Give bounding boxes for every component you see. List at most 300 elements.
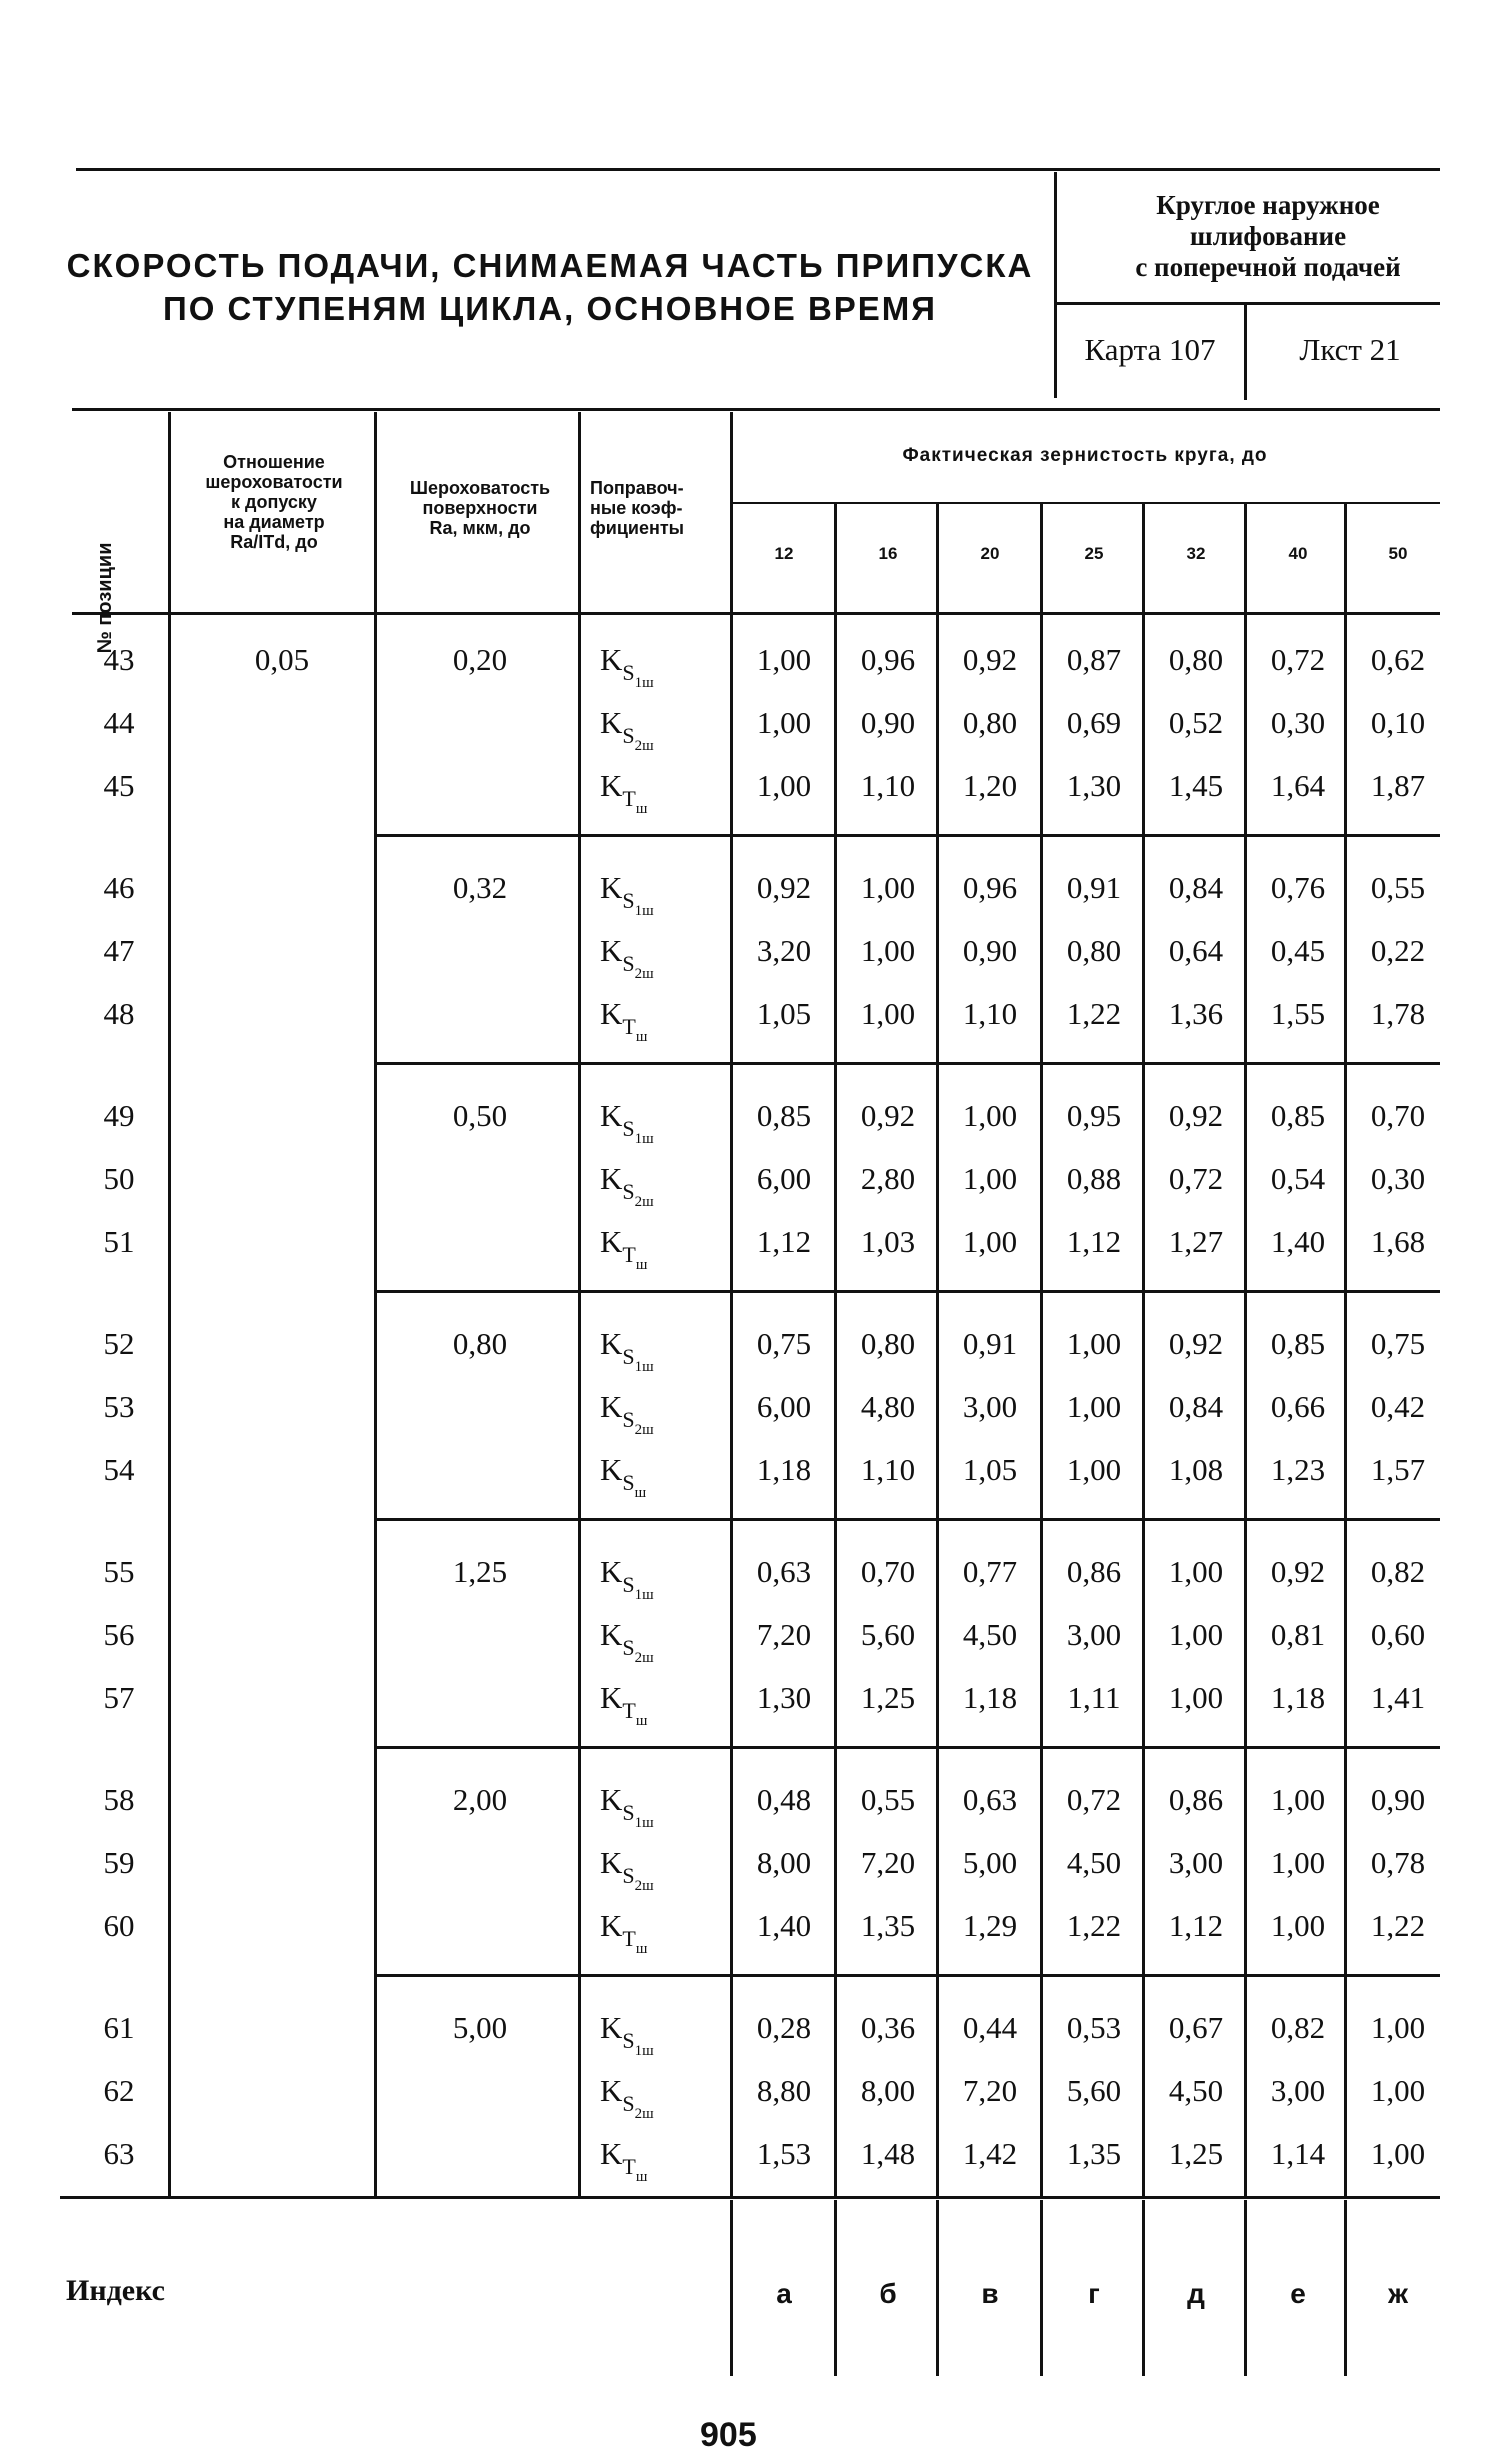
- coefficient-value: 0,67: [1168, 2010, 1224, 2045]
- coefficient-value: 4,80: [860, 1389, 916, 1424]
- coefficient-k: K: [600, 1452, 623, 1487]
- coefficient-value: 0,53: [1066, 2010, 1122, 2045]
- card-number: Карта 107: [1084, 332, 1216, 367]
- column-rule: [834, 504, 837, 2198]
- ratio-head-line: шероховатости: [205, 472, 343, 492]
- coefficient-k: K: [600, 705, 623, 740]
- coefficient-s2: 2ш: [634, 966, 654, 982]
- coefficient-value: 1,25: [1168, 2136, 1224, 2171]
- coefficient-value: 6,00: [756, 1161, 812, 1196]
- index-rule: [1040, 2200, 1043, 2376]
- column-rule: [1040, 504, 1043, 2198]
- coefficient-value: 1,00: [756, 705, 812, 740]
- coefficient-symbol: [600, 1159, 710, 1210]
- coefficient-s2: ш: [634, 1485, 647, 1501]
- group-separator: [374, 1746, 1440, 1749]
- index-letter: е: [1290, 2278, 1306, 2309]
- coefficient-k: K: [600, 1161, 623, 1196]
- coefficient-k: K: [600, 1098, 623, 1133]
- coefficient-value: 0,80: [962, 705, 1018, 740]
- coefficient-s1: T: [622, 2154, 636, 2179]
- coefficient-s2: 2ш: [634, 2106, 654, 2122]
- coefficient-value: 1,30: [756, 1680, 812, 1715]
- coefficient-value: 0,72: [1270, 642, 1326, 677]
- coefficient-value: 1,10: [860, 1452, 916, 1487]
- coefficient-value: 1,00: [756, 768, 812, 803]
- coefficient-value: 4,50: [1168, 2073, 1224, 2108]
- coefficient-value: 3,20: [756, 933, 812, 968]
- position-number: 56: [103, 1617, 135, 1652]
- coefficient-s2: 1ш: [634, 1587, 654, 1603]
- coefficient-k: K: [600, 1782, 623, 1817]
- coefficient-value: 1,03: [860, 1224, 916, 1259]
- position-number: 58: [103, 1782, 135, 1817]
- coefficient-value: 0,90: [962, 933, 1018, 968]
- coefficient-s2: 1ш: [634, 675, 654, 691]
- roughness-head-line: поверхности: [422, 498, 538, 518]
- coefficient-value: 1,00: [1370, 2010, 1426, 2045]
- coefficient-value: 1,12: [1066, 1224, 1122, 1259]
- coefficient-value: 1,00: [962, 1098, 1018, 1133]
- coefficient-value: 1,87: [1370, 768, 1426, 803]
- coefficient-symbol: [600, 1678, 710, 1729]
- title-line-1: СКОРОСТЬ ПОДАЧИ, СНИМАЕМАЯ ЧАСТЬ ПРИПУСКА: [66, 247, 1034, 284]
- coefficient-value: 3,00: [962, 1389, 1018, 1424]
- coefficient-value: 1,00: [860, 933, 916, 968]
- coefficient-value: 1,14: [1270, 2136, 1326, 2171]
- column-header-coefficients: [582, 478, 734, 538]
- coefficient-k: K: [600, 1224, 623, 1259]
- coefficient-value: 1,00: [1168, 1554, 1224, 1589]
- roughness-value: 5,00: [452, 2010, 508, 2045]
- index-rule: [834, 2200, 837, 2376]
- coefficient-value: 1,12: [1168, 1908, 1224, 1943]
- coefficient-s1: S: [622, 951, 635, 976]
- coefficient-value: 1,20: [962, 768, 1018, 803]
- coefficient-value: 1,40: [1270, 1224, 1326, 1259]
- coefficient-value: 4,50: [1066, 1845, 1122, 1880]
- coefficient-s1: T: [622, 1242, 636, 1267]
- coefficient-value: 0,22: [1370, 933, 1426, 968]
- coefficient-s1: S: [622, 660, 635, 685]
- roughness-head-line: Шероховатость: [409, 478, 551, 498]
- column-header-position: № позиции: [94, 542, 116, 654]
- coefficient-k: K: [600, 1617, 623, 1652]
- table-bottom-rule: [60, 2196, 1440, 2199]
- coefficient-value: 1,10: [962, 996, 1018, 1031]
- top-rule: [76, 168, 1440, 171]
- position-number: 51: [103, 1224, 135, 1259]
- coefficient-value: 0,30: [1370, 1161, 1426, 1196]
- ratio-head-line: к допуску: [231, 492, 317, 512]
- coefficient-s2: 1ш: [634, 1131, 654, 1147]
- position-number: 53: [103, 1389, 135, 1424]
- coefficient-value: 0,28: [756, 2010, 812, 2045]
- grit-header-25: 25: [1084, 544, 1104, 563]
- grit-header-40: 40: [1288, 544, 1308, 563]
- coefficient-value: 0,69: [1066, 705, 1122, 740]
- roughness-value: 0,32: [452, 870, 508, 905]
- coefficient-value: 0,42: [1370, 1389, 1426, 1424]
- coefficient-value: 0,96: [962, 870, 1018, 905]
- roughness-value: 1,25: [452, 1554, 508, 1589]
- coefficient-value: 1,00: [1168, 1617, 1224, 1652]
- coefficient-s2: 2ш: [634, 738, 654, 754]
- group-separator: [374, 1974, 1440, 1977]
- column-rule: [168, 412, 171, 2198]
- coefficient-k: K: [600, 1680, 623, 1715]
- coefficient-k: K: [600, 1389, 623, 1424]
- coefficient-value: 0,72: [1168, 1161, 1224, 1196]
- coefficient-symbol: [600, 1096, 710, 1147]
- coef-head-line: фициенты: [590, 518, 685, 538]
- coefficient-value: 0,80: [860, 1326, 916, 1361]
- coefficient-value: 1,10: [860, 768, 916, 803]
- index-letter: г: [1088, 2278, 1100, 2309]
- coefficient-k: K: [600, 1554, 623, 1589]
- coefficient-value: 0,75: [1370, 1326, 1426, 1361]
- coefficient-value: 0,30: [1270, 705, 1326, 740]
- position-number: 55: [103, 1554, 135, 1589]
- coefficient-value: 1,25: [860, 1680, 916, 1715]
- position-number: 45: [103, 768, 135, 803]
- ratio-head-line: на диаметр: [223, 512, 325, 532]
- coefficient-symbol: [600, 1387, 710, 1438]
- group-separator: [374, 1062, 1440, 1065]
- grit-header-50: 50: [1388, 544, 1408, 563]
- coefficient-s1: S: [622, 1407, 635, 1432]
- coefficient-value: 1,35: [1066, 2136, 1122, 2171]
- coefficient-value: 1,00: [1066, 1389, 1122, 1424]
- coefficient-s1: T: [622, 1014, 636, 1039]
- section-line-1: Круглое наружное: [1156, 190, 1380, 220]
- coefficient-value: 1,68: [1370, 1224, 1426, 1259]
- coefficient-k: K: [600, 2010, 623, 2045]
- coefficient-k: K: [600, 1845, 623, 1880]
- grit-header-12: 12: [774, 544, 794, 563]
- column-rule: [578, 412, 581, 2198]
- coefficient-value: 0,96: [860, 642, 916, 677]
- roughness-head-line: Ra, мкм, до: [429, 518, 531, 538]
- coefficient-value: 6,00: [756, 1389, 812, 1424]
- coefficient-s1: S: [622, 1470, 635, 1495]
- roughness-value: 0,50: [452, 1098, 508, 1133]
- ratio-head-line: Ra/ITd, до: [230, 532, 318, 552]
- coefficient-s2: ш: [635, 2169, 648, 2185]
- grit-header-20: 20: [980, 544, 1000, 563]
- coefficient-k: K: [600, 933, 623, 968]
- coefficient-symbol: [600, 1906, 710, 1957]
- coefficient-value: 0,92: [860, 1098, 916, 1133]
- coefficient-value: 0,48: [756, 1782, 812, 1817]
- card-divider: [1244, 304, 1247, 400]
- coefficient-value: 1,35: [860, 1908, 916, 1943]
- coefficient-s1: T: [622, 1698, 636, 1723]
- position-number: 44: [103, 705, 135, 740]
- coefficient-value: 0,90: [860, 705, 916, 740]
- coefficient-s1: S: [622, 1572, 635, 1597]
- coefficient-value: 0,92: [756, 870, 812, 905]
- coefficient-value: 0,86: [1066, 1554, 1122, 1589]
- coefficient-symbol: [600, 1615, 710, 1666]
- coefficient-value: 1,36: [1168, 996, 1224, 1031]
- coefficient-s1: T: [622, 786, 636, 811]
- coefficient-value: 1,57: [1370, 1452, 1426, 1487]
- coefficient-symbol: [600, 994, 710, 1045]
- group-separator: [374, 1290, 1440, 1293]
- coefficient-value: 0,54: [1270, 1161, 1326, 1196]
- coefficient-value: 1,18: [962, 1680, 1018, 1715]
- coefficient-value: 0,87: [1066, 642, 1122, 677]
- ratio-head-line: Отношение: [223, 452, 325, 472]
- coefficient-symbol: [600, 766, 710, 817]
- position-number: 60: [103, 1908, 135, 1943]
- position-number: 50: [103, 1161, 135, 1196]
- coefficient-value: 1,00: [1066, 1452, 1122, 1487]
- coefficient-value: 1,22: [1066, 1908, 1122, 1943]
- coefficient-symbol: [600, 1450, 710, 1501]
- coefficient-value: 0,66: [1270, 1389, 1326, 1424]
- coefficient-value: 0,92: [1168, 1098, 1224, 1133]
- page-title: [60, 244, 1040, 330]
- index-letter: б: [879, 2278, 897, 2309]
- coefficient-value: 0,36: [860, 2010, 916, 2045]
- column-header-roughness: [382, 478, 578, 538]
- coefficient-value: 1,00: [1370, 2136, 1426, 2171]
- coefficient-value: 1,00: [1168, 1680, 1224, 1715]
- position-number: 63: [103, 2136, 135, 2171]
- coefficient-value: 0,91: [962, 1326, 1018, 1361]
- coefficient-value: 1,64: [1270, 768, 1326, 803]
- coefficient-s2: 1ш: [634, 2043, 654, 2059]
- table-top-rule: [72, 408, 1440, 411]
- coefficient-value: 0,55: [1370, 870, 1426, 905]
- coefficient-value: 1,23: [1270, 1452, 1326, 1487]
- position-number: 49: [103, 1098, 135, 1133]
- coefficient-value: 0,78: [1370, 1845, 1426, 1880]
- coefficient-value: 1,11: [1067, 1680, 1121, 1715]
- sheet-number: Лкст 21: [1299, 332, 1401, 367]
- section-line-2: шлифование: [1189, 221, 1347, 251]
- coefficient-value: 8,00: [756, 1845, 812, 1880]
- coefficient-s1: S: [622, 2028, 635, 2053]
- coefficient-value: 1,30: [1066, 768, 1122, 803]
- coefficient-value: 0,75: [756, 1326, 812, 1361]
- position-number: 54: [103, 1452, 135, 1487]
- coefficient-s2: 2ш: [634, 1650, 654, 1666]
- coefficient-value: 0,85: [756, 1098, 812, 1133]
- coefficient-value: 0,92: [962, 642, 1018, 677]
- coefficient-value: 1,05: [756, 996, 812, 1031]
- coefficient-symbol: [600, 640, 710, 691]
- coefficient-symbol: [600, 1222, 710, 1273]
- coefficient-s1: S: [622, 1800, 635, 1825]
- coefficient-s1: S: [622, 1863, 635, 1888]
- coefficient-value: 0,70: [1370, 1098, 1426, 1133]
- grit-header-16: 16: [878, 544, 898, 563]
- coefficient-value: 1,00: [860, 870, 916, 905]
- coefficient-value: 0,90: [1370, 1782, 1426, 1817]
- coefficient-symbol: [600, 1780, 710, 1831]
- coefficient-symbol: [600, 931, 710, 982]
- position-number: 61: [103, 2010, 135, 2045]
- coef-head-line: Поправоч-: [590, 478, 684, 498]
- coefficient-value: 1,22: [1370, 1908, 1426, 1943]
- coefficient-s1: S: [622, 1179, 635, 1204]
- column-header-grit: Фактическая зернистость круга, до: [902, 445, 1268, 466]
- coefficient-k: K: [600, 1326, 623, 1361]
- coefficient-value: 0,60: [1370, 1617, 1426, 1652]
- coefficient-s1: S: [622, 888, 635, 913]
- coefficient-value: 1,00: [756, 642, 812, 677]
- index-letter: ж: [1388, 2278, 1408, 2309]
- coefficient-value: 3,00: [1066, 1617, 1122, 1652]
- coefficient-value: 0,91: [1066, 870, 1122, 905]
- coefficient-k: K: [600, 996, 623, 1031]
- coefficient-value: 1,08: [1168, 1452, 1224, 1487]
- coefficient-value: 1,18: [1270, 1680, 1326, 1715]
- coefficient-s2: ш: [635, 1257, 648, 1273]
- coefficient-s2: ш: [635, 1713, 648, 1729]
- coefficient-value: 0,86: [1168, 1782, 1224, 1817]
- coefficient-k: K: [600, 870, 623, 905]
- coefficient-s2: 2ш: [634, 1194, 654, 1210]
- coefficient-value: 1,42: [962, 2136, 1018, 2171]
- index-label: Индекс: [66, 2274, 165, 2307]
- coefficient-value: 1,00: [1270, 1845, 1326, 1880]
- coefficient-s2: 2ш: [634, 1878, 654, 1894]
- position-number: 43: [103, 642, 135, 677]
- coefficient-value: 0,63: [756, 1554, 812, 1589]
- coefficient-value: 0,52: [1168, 705, 1224, 740]
- position-number: 46: [103, 870, 135, 905]
- coefficient-value: 5,60: [860, 1617, 916, 1652]
- coefficient-value: 3,00: [1168, 1845, 1224, 1880]
- coefficient-k: K: [600, 642, 623, 677]
- coefficient-value: 0,95: [1066, 1098, 1122, 1133]
- coefficient-value: 1,41: [1370, 1680, 1426, 1715]
- coefficient-value: 0,80: [1066, 933, 1122, 968]
- position-number: 52: [103, 1326, 135, 1361]
- coefficient-s1: S: [622, 723, 635, 748]
- position-number: 62: [103, 2073, 135, 2108]
- coefficient-s2: 1ш: [634, 1815, 654, 1831]
- index-letter: а: [776, 2278, 792, 2309]
- header-bottom-rule: [72, 612, 1440, 615]
- coefficient-value: 1,48: [860, 2136, 916, 2171]
- coefficient-value: 0,82: [1370, 1554, 1426, 1589]
- coefficient-value: 2,80: [860, 1161, 916, 1196]
- header-divider: [1054, 172, 1057, 398]
- coefficient-value: 0,72: [1066, 1782, 1122, 1817]
- column-rule: [374, 412, 377, 2198]
- coefficient-value: 1,27: [1168, 1224, 1224, 1259]
- position-number: 47: [103, 933, 135, 968]
- coefficient-s1: T: [622, 1926, 636, 1951]
- coefficient-value: 0,81: [1270, 1617, 1326, 1652]
- coefficient-value: 0,10: [1370, 705, 1426, 740]
- ratio-value: 0,05: [254, 642, 310, 677]
- coefficient-s2: 1ш: [634, 903, 654, 919]
- coefficient-k: K: [600, 1908, 623, 1943]
- coefficient-value: 0,70: [860, 1554, 916, 1589]
- coefficient-value: 5,00: [962, 1845, 1018, 1880]
- coefficient-symbol: [600, 2071, 710, 2122]
- coefficient-s2: ш: [635, 1941, 648, 1957]
- card-rule: [1054, 302, 1440, 305]
- column-header-ratio: [174, 452, 374, 552]
- coefficient-value: 1,55: [1270, 996, 1326, 1031]
- coefficient-value: 1,00: [962, 1224, 1018, 1259]
- position-number: 48: [103, 996, 135, 1031]
- coefficient-value: 1,18: [756, 1452, 812, 1487]
- coefficient-value: 4,50: [962, 1617, 1018, 1652]
- coefficient-value: 5,60: [1066, 2073, 1122, 2108]
- coefficient-value: 1,00: [860, 996, 916, 1031]
- index-letter: в: [981, 2278, 999, 2309]
- position-number: 57: [103, 1680, 135, 1715]
- coefficient-value: 1,29: [962, 1908, 1018, 1943]
- coefficient-value: 0,64: [1168, 933, 1224, 968]
- coefficient-value: 1,53: [756, 2136, 812, 2171]
- coefficient-value: 1,22: [1066, 996, 1122, 1031]
- coefficient-value: 1,00: [1370, 2073, 1426, 2108]
- coefficient-symbol: [600, 2134, 710, 2185]
- coefficient-value: 1,78: [1370, 996, 1426, 1031]
- coefficient-value: 0,92: [1168, 1326, 1224, 1361]
- coefficient-k: K: [600, 768, 623, 803]
- coefficient-s2: 2ш: [634, 1422, 654, 1438]
- coefficient-value: 1,12: [756, 1224, 812, 1259]
- coefficient-value: 0,80: [1168, 642, 1224, 677]
- coefficient-value: 0,82: [1270, 2010, 1326, 2045]
- index-letter: д: [1187, 2278, 1205, 2309]
- coefficient-value: 0,55: [860, 1782, 916, 1817]
- coef-head-line: ные коэф-: [590, 498, 683, 518]
- coefficient-symbol: [600, 703, 710, 754]
- coefficient-s1: S: [622, 1635, 635, 1660]
- coefficient-k: K: [600, 2136, 623, 2171]
- coefficient-symbol: [600, 868, 710, 919]
- group-separator: [374, 834, 1440, 837]
- coefficient-k: K: [600, 2073, 623, 2108]
- coefficient-value: 0,84: [1168, 870, 1224, 905]
- coefficient-value: 0,88: [1066, 1161, 1122, 1196]
- coefficient-symbol: [600, 2008, 710, 2059]
- coefficient-s2: 1ш: [634, 1359, 654, 1375]
- grit-header-32: 32: [1186, 544, 1206, 563]
- coefficient-value: 0,85: [1270, 1098, 1326, 1133]
- coefficient-value: 8,00: [860, 2073, 916, 2108]
- coefficient-symbol: [600, 1324, 710, 1375]
- coefficient-value: 0,76: [1270, 870, 1326, 905]
- coefficient-value: 1,00: [1270, 1782, 1326, 1817]
- coefficient-value: 0,92: [1270, 1554, 1326, 1589]
- coefficient-value: 0,84: [1168, 1389, 1224, 1424]
- coefficient-value: 1,45: [1168, 768, 1224, 803]
- coefficient-value: 1,05: [962, 1452, 1018, 1487]
- page-number: 905: [700, 2416, 757, 2454]
- group-separator: [374, 1518, 1440, 1521]
- roughness-value: 0,80: [452, 1326, 508, 1361]
- coefficient-value: 3,00: [1270, 2073, 1326, 2108]
- coefficient-value: 0,45: [1270, 933, 1326, 968]
- position-number: 59: [103, 1845, 135, 1880]
- roughness-value: 0,20: [452, 642, 508, 677]
- coefficient-value: 1,00: [962, 1161, 1018, 1196]
- coefficient-value: 1,00: [1066, 1326, 1122, 1361]
- coefficient-value: 1,40: [756, 1908, 812, 1943]
